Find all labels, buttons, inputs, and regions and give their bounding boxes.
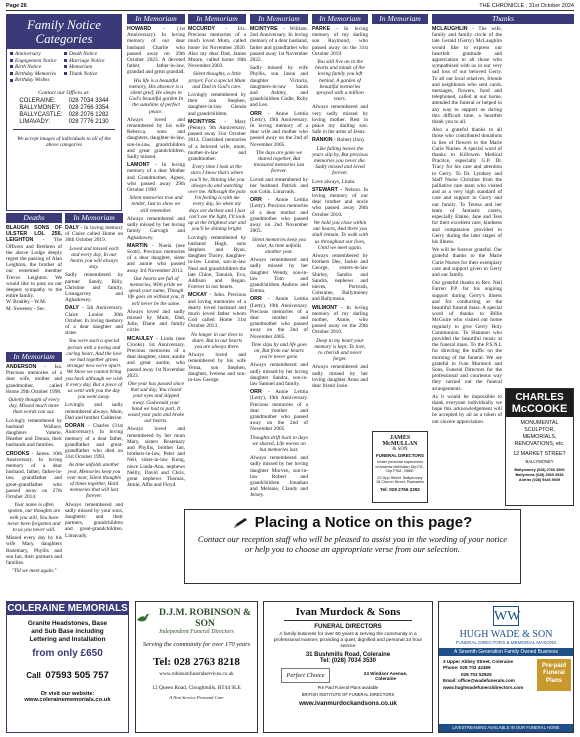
ivan-address: 31 Bushmills Road, Coleraine <box>305 652 391 659</box>
in-memoriam-header-4: In Memoriam <box>188 14 246 24</box>
notice-paragraph: Always remembered and sadly missed by her loving daughter Anna and dear friend Josie. <box>312 364 368 389</box>
notice-paragraph: Sadly missed by wife Phyllis, son Jason and daughter Victoria, daughters-in-law Sarah and Ashley, and grandchildren Codie, Ruby and Leo. <box>250 65 308 109</box>
divider <box>13 129 115 130</box>
notice-paragraph: Loved and missed each and every day, In our hearts you will always stay. <box>69 245 119 271</box>
notice-paragraph: Love always, Linda. <box>312 178 356 185</box>
memoriam-column-3 <box>127 26 185 506</box>
coleraine-line-2: and Sub Base including <box>31 628 104 635</box>
hugh-livestream-banner: LIVESTREAMING AVAILABLE IN OUR FUNERAL HOME <box>439 724 573 732</box>
notice-paragraph: Every time I look at the stars I know that's where you'll be, Shining like you always do and watching over me. Although the pain I'm feeling is with me every day, So when my days are darkest and I just can't see the light, I'll look up at the brightest star and you'll be shining bright. <box>188 164 246 233</box>
office-phone: 028 2076 1282 <box>68 111 109 118</box>
notice-paragraph: MCCURDY - Iris. Precious memories of a much loved Mum, called home 1st November 2020. Also my dear Dad, James Moore, called home 18th November 2003. <box>188 26 246 70</box>
hugh-address: 3 Upper Abbey Street, Coleraine <box>443 659 514 664</box>
bullet-icon <box>64 72 67 75</box>
mccooke-name-2: McCOOKE <box>511 403 568 415</box>
notice-paragraph: MCLAUGHLIN - The wife, family and family circle of the late Gerald (Gerry) McLaughlin would like to express our heartfelt gratitude and appreciation to all those who sympathised with us in our very sad loss of our beloved Gerry. To all our local relatives, friends and neighbours who sent cards, messages, flowers, food and telephoned, called at our home, attended the funeral or helped in any way to support us during this difficult time, a heartfelt thank you to all. <box>432 26 502 126</box>
notice-paragraph: We hold you close within our hearts, And there you shall remain. To walk with us throughout our lives, Until we meet again. <box>312 219 368 251</box>
office-phone: 028 2766 3354 <box>68 104 109 111</box>
mcmullan-kind: FUNERAL DIRECTORS <box>376 453 424 458</box>
hugh-title: HUGH WADE & SON <box>459 629 553 640</box>
office-row <box>16 98 111 105</box>
djm-phone: Tel: 028 2763 8218 <box>153 656 240 668</box>
notice-paragraph: Our grateful thanks to Rev. Neil Farren P.P. for his ongoing support during Gerry's illness and for conducting at the beautiful funeral mass. A special word of thanks to Billie McGuire who visited our home regularly to give Gerry Holy Communion. To Shannon who provided the beautiful music at the funeral mass. To the P.S.N.I. for directing the traffic on the morning of the funeral. We are grateful to Ivan Murdock and Sons, Funeral Directors for the professional and courteous way they carried out the funeral arrangements. <box>432 280 502 392</box>
mccooke-line-3: MEMORIALS, <box>522 434 557 440</box>
djm-serving: Serving the community for over 170 years <box>142 641 251 648</box>
notice-paragraph: You were such a special person with a loving and caring heart, And the love we had together grows stronger now we're apart. We know we cannot bring you back although we wish it every day, But a piece of us went with you the day you went away. <box>65 338 123 401</box>
office-phones-table <box>16 98 111 126</box>
mcmullan-phone: Tel: 028 2766 2292 <box>380 486 420 492</box>
mcmullan-address: 22 Hpp Street, Ballymoney <box>377 475 423 480</box>
notice-paragraph: His life is a beautiful memory, His absence is a silent grief, He sleeps in God's beautiful garden In the sunshine of perfect peace. <box>128 77 184 115</box>
bullet-icon <box>10 65 13 68</box>
office-town: COLERAINE: <box>19 97 56 104</box>
notice-paragraph: Always loved and remembered by his wife Rebecca, sons and daughters, daughter-in-law, son-in-law, grandchildren and great grandchildren, Sadly missed. <box>127 116 185 161</box>
ivan-description: A family business for over 60 years & serving the community in a professional manner, providing a quiet, dignified and personal 24 hour service <box>273 632 423 649</box>
notice-paragraph: Deep in my heart your memory is kept, To love, to cherish and never forget. <box>314 337 366 363</box>
family-notice-categories-panel <box>6 14 122 211</box>
mcmullan-funeral-ad <box>372 431 428 503</box>
contact-label: Contact our Offices at: <box>38 89 90 96</box>
coleraine-line-3: Lettering and Installation <box>29 636 106 643</box>
category-item <box>10 64 64 71</box>
category-item <box>64 58 118 65</box>
category-label: Birth Notice <box>15 64 42 71</box>
publication-date: THE CHRONICLE , 31st October 2024 <box>479 3 574 9</box>
mcmullan-sub: & SON <box>392 447 408 452</box>
category-item <box>10 58 64 65</box>
notice-paragraph: WILMONT - In loving memory of my darling mother, Annie, who passed away on the 29th October 2010. <box>312 304 368 336</box>
prepaid-plans-badge <box>537 659 571 691</box>
ivan-second-address: 24 Windsor Avenue, Coleraine <box>363 670 408 681</box>
placing-notice-box <box>184 509 521 584</box>
notice-paragraph: Missed every day by his wife Mary, daughters Rosemary, Phyllis and son Ian, their partners and families. <box>6 535 62 567</box>
notice-paragraph: The days are gone we shared together, But treasured memories last forever. <box>253 149 305 175</box>
office-row <box>16 119 111 126</box>
notice-paragraph: DORAN - Charles (31st Anniversary). In loving memory of a dear father, grandfather and great-grandfather who died on 31st October 1993. <box>65 423 123 461</box>
notice-paragraph: PARKE - In loving memory of my darling son Raymond, who passed away on the 31st October 2019. <box>312 26 368 57</box>
page-header <box>0 0 580 12</box>
coleraine-visit-label: Or visit our website: <box>40 691 95 697</box>
notice-paragraph: As time unfolds another year, Memories keep you ever near, Silent thoughts of times together, Hold memories that will last forever. <box>67 462 121 500</box>
ivan-bifd: BRITISH INSTITUTE OF FUNERAL DIRECTORS <box>301 692 395 698</box>
notice-paragraph: MCINTYRE - Mary (Penny). 9th Anniversary, passed away 31st October 2014. Cherished memories of a beloved wife, mum, mother-in-law and grandmother. <box>188 118 246 163</box>
djm-title: D.J.M. ROBINSON & SON <box>159 607 251 629</box>
mccooke-line-2: SCULPTOR, <box>524 427 555 433</box>
mccooke-memorials-ad <box>505 388 574 506</box>
category-item <box>64 64 118 71</box>
notice-paragraph: DALY - In loving memory of Claire called Home on 30th October 2019. <box>65 225 123 244</box>
notice-paragraph: Lovingly remembered by their son Stephen, daughter-in-law Glenda and grandchildren. <box>188 92 246 117</box>
notice-paragraph: MCKAY - John. Precious and loving memories of a dearly loved husband and much loved father whom God called Home 31st October 2013. <box>188 292 246 330</box>
office-row <box>16 112 111 119</box>
mccooke-banner <box>506 389 573 417</box>
bullet-icon <box>10 79 13 82</box>
hugh-wade-monogram-logo: WW <box>493 606 519 626</box>
coleraine-phone: 07593 505 757 <box>45 670 109 681</box>
category-item <box>10 71 64 78</box>
djm-sub: Independent Funeral Directors <box>159 629 234 635</box>
notice-paragraph: Always remembered and very sadly missed by loving mother. Rest in peace my darling son. Safe in the arms of Jesus. <box>312 104 368 136</box>
memoriam-column-2 <box>65 225 123 539</box>
notice-paragraph: MARTIN - Noeia (nee Scott). Precious memories of a dear daughter, sister and auntie who passed away 3rd November 2013. <box>127 242 185 274</box>
notice-paragraph: You still live on in the hearts and minds of the loving family you left behind, A garden of beautiful memories sprayed with a million tears. <box>315 59 365 103</box>
deaths-header: Deaths <box>6 213 62 223</box>
thanks-column <box>432 26 502 504</box>
bullet-icon <box>64 65 67 68</box>
notice-paragraph: STEWART - Nelson. In loving memory of our dear brother and uncle who passed away 28th October 2010. <box>312 186 368 218</box>
categories-list <box>7 49 121 86</box>
hugh-phone-2: 028 703 52825 <box>461 671 492 677</box>
hugh-website: www.hughwadefuneraldirectors.com <box>443 684 524 690</box>
category-label: Death Notice <box>69 51 98 57</box>
notice-paragraph: Silent memories true and tender, Just to show we still remember. <box>129 195 183 214</box>
notice-paragraph: Always remembered and sadly missed by her daughter Wendy, son-in-law Tom and grandchildren Andrew and Emma. <box>250 257 308 295</box>
in-memoriam-header-1: In Memoriam <box>6 352 62 362</box>
mccooke-name-1: CHARLES <box>515 392 564 403</box>
notice-paragraph: Lovingly remembered by husband Wallace, daughters Valerie, Heather and Donna, their husbands and families. <box>6 417 62 449</box>
hugh-phone: Phone: 028 703 42489 <box>443 665 491 671</box>
notice-paragraph: MCAULEY - Linda (nee Crooks). 1st Anniversary. Precious memories of a dear daughter, sister, auntie and great auntie, who passed away 1st November 2023. <box>127 335 185 379</box>
mccooke-phone-2: Ballymena (028) 2565 3938 <box>515 473 564 477</box>
bullet-icon <box>10 72 13 75</box>
notice-paragraph: DALY - 5th Anniversary. Claire Louise 30th October. In loving memory of a dear daughter and sister. <box>65 305 123 337</box>
mccooke-address: 12 MARKET STREET <box>513 451 566 457</box>
header-rule <box>6 10 574 11</box>
notice-paragraph: Silent memories keep you near, As time unfolds another year. <box>252 236 306 255</box>
coleraine-memorials-ad <box>6 601 129 733</box>
notice-paragraph: Like falling leaves the years slip by, But precious memories you never die. Sadly missed and loved forever. <box>312 145 368 177</box>
category-item <box>64 71 118 78</box>
in-memoriam-header-5: In Memoriam <box>250 14 308 24</box>
deaths-column <box>6 225 62 350</box>
category-label: Marriage Notice <box>69 57 105 64</box>
office-row <box>16 105 111 112</box>
memoriam-column-5 <box>250 26 308 504</box>
ivan-title: Ivan Murdock & Sons <box>295 606 401 618</box>
placing-title: Placing a Notice on this page? <box>254 514 473 531</box>
notice-paragraph: Sadly remembered by partner Sandy, Billy, Christine and family, Lisnagarvey and Aghadowey. <box>65 272 123 304</box>
notice-paragraph: As it would be impossible to thank everyone individually we hope this acknowledgement will be accepted by all as a token of our sincere appreciation. <box>432 393 502 425</box>
pen-icon <box>233 517 249 529</box>
office-town: LIMAVADY: <box>19 118 51 125</box>
notice-paragraph: Quietly thought of every day, Missed much more than words can say. <box>8 397 60 416</box>
notice-paragraph: Always remembered and sadly missed by her loving family Garvagh and Aghadowey. <box>127 215 185 241</box>
in-memoriam-header-2: In Memoriam <box>65 213 123 223</box>
djm-website: www.robinsonfuneralservices.co.uk <box>159 671 234 677</box>
category-item <box>10 77 64 84</box>
bullet-icon <box>64 59 67 62</box>
prepaid-line-1: Pre-paid <box>541 663 566 669</box>
categories-title: Family Notice Categories <box>7 15 121 49</box>
category-label: Memoriam <box>69 64 93 71</box>
ivan-prepaid-note: Pre Paid Funeral Plans available <box>317 685 379 691</box>
djm-address: 12 Queen Road, Cloughmills, BT44 9LE <box>152 685 241 691</box>
page-number: Page 26 <box>6 3 27 9</box>
notice-paragraph: MCINTYRE - William. 2nd Anniversary. In loving memory of a dear husband, father and grandfather who passed away 1st November 2022. <box>250 26 308 64</box>
perfect-choice-logo: Perfect Choice <box>281 668 329 683</box>
notice-paragraph: ANDERSON - Isa. Precious memories of a dear wife, mother and grandmother, called Home 29th October 1998. <box>6 364 62 395</box>
category-label: Thank Notice <box>69 70 98 77</box>
mccooke-line-1: MONUMENTAL <box>520 420 559 426</box>
notice-paragraph: Lovingly and sadly remembered always, Mum, Dad and brother Calderine. <box>65 402 123 421</box>
memoriam-column-4 <box>188 26 246 504</box>
hugh-banner: A Seventh Generation Family Owned Business <box>439 648 573 656</box>
hugh-sub: FUNERAL DIRECTORS & MEMORIAL MASONS <box>455 640 557 645</box>
category-item <box>10 51 64 58</box>
category-label: Anniversary <box>15 51 41 57</box>
bullet-icon <box>64 52 67 55</box>
dove-icon <box>136 611 150 625</box>
ivan-kind: FUNERAL DIRECTORS <box>314 623 382 630</box>
placing-description: Contact our reception staff who will be pleased to assist you in the wording of your notice or help you to choose an appropriate verse from our selection. <box>197 534 508 554</box>
notice-paragraph: ORR - Annie Letitia (Letty). Precious memories of a dear mother and grandmother who passed away on 2nd November 2005. <box>250 197 308 235</box>
ivan-murdock-ad <box>263 601 433 733</box>
mccooke-town: BALLYMONEY <box>525 459 554 464</box>
office-town: BALLYCASTLE: <box>19 111 63 118</box>
djm-robinson-ad <box>135 601 258 733</box>
ivan-website: www.ivanmurdockandsons.co.uk <box>299 700 397 708</box>
category-item <box>64 77 118 84</box>
bullet-icon <box>10 52 13 55</box>
in-memoriam-header-3: In Memoriam <box>127 14 185 24</box>
notice-paragraph: "Till we meet again." <box>11 568 57 575</box>
category-label: Birthday Memories <box>15 70 57 77</box>
category-item <box>64 51 118 58</box>
hugh-email: Email: office@wadefunerals.com <box>443 678 515 684</box>
bullet-icon <box>10 59 13 62</box>
notice-paragraph: Time slips by and life goes on, But from our hearts you're never gone. <box>250 341 308 361</box>
notice-paragraph: Always loved and sadly missed by Mum, Dad, Julie, Diane and family circle. <box>127 308 185 334</box>
mcmullan-text: Under personal supervision of Andrew McMullan Dip.FD., Dip.FSM., MBIE <box>375 460 425 474</box>
notice-paragraph: Always loved and remembered by her mum Mary, sisters Rosemary and Phyllis, brother Ian, brothers-in-law, Peter and Neil, sister-in-law Kung, niece Linda-Ann, nephews Neilly, David and Chris, great nephews Thomas, Jamie, Alfie and Floyd. <box>127 426 185 489</box>
hugh-wade-ad <box>438 601 574 733</box>
office-phone: 028 7034 3344 <box>68 97 109 104</box>
prepaid-line-2: Funeral <box>543 670 565 677</box>
images-accepted-note: We accept images of individuals to all of the above categories <box>17 135 111 148</box>
notice-paragraph: Always remembered and sadly missed by her loving daughter Sandra, son-in-law Samuel and family. <box>250 362 308 387</box>
ivan-phone: Tel: (028) 7034 3530 <box>320 658 376 665</box>
in-memoriam-header-7: In Memoriam <box>372 14 428 24</box>
memoriam-column-1 <box>6 364 62 575</box>
notice-paragraph: Also a grateful thanks to all those who contributed donations in lieu of flowers to the Marie Curie Nurses. A special word of thanks to Killowen Medical Practice, especially G.P. Dr. Tracy for his care and attention to Gerry. To Dr. Lyndsey and Staff Nurse Christine from the palliative care team who visited and at a very high standard of care and support to Gerry and our family. To Teresa and her team of fantastic carers, especially Elaine, Jane and Tess for their excellent care, kindness and compassion provided to Gerry during the later stages of his illness. <box>432 127 502 245</box>
notice-paragraph: No longer in our lives to share, But in our hearts you are always there. <box>191 331 243 350</box>
prepaid-line-3: Plans <box>545 677 562 684</box>
mcmullan-address-2: 18 Church Street, Rasharkin <box>376 480 424 485</box>
category-label: Birthday Wishes <box>15 77 50 84</box>
notice-paragraph: Lovingly remembered by husband Hugh, sons Stephen and Ryan, daughter Tracey, daughter-in-law Louise, son-in-law Neal and grandchildren the late Chloe, Tanuish, Eva, Addison and Regan. Forever in our hearts. <box>188 234 246 291</box>
notice-paragraph: BLAUGH SONS OF ULSTER LOL 256, LEIGHTON - The Officers and Brethren of the above Lodge deeply regret the passing of Alan Leighton, the brother of our esteemed member Trevor Leighton. We would like to pass on our deepest sympathy to the entire family. W. Bradley - W.M. M. Sweeney - Sec. <box>6 225 62 312</box>
notice-paragraph: Always remembered by brothers Des, Jackie and George, sisters-in-law Shirley, Sandra and Sandra, nephews and nieces, Portrush, Coleraine, Ballymoney and Ballymena. <box>312 252 368 303</box>
category-label: Engagement Notice <box>15 57 57 64</box>
notice-paragraph: Silent thoughts, a little prayer, For a special Mum and Dad in God's care. <box>188 71 246 90</box>
notice-paragraph: ORR - Annie Letitia (Letty), 19th Anniversary. In loving memory of a dear wife and mother who passed away on the 2nd of November 2005. <box>250 110 308 148</box>
notice-paragraph: One year has passed since that sad day, You closed your eyes and slipped away. Godwould your hand we had to part, It eased your pain and broke our hearts. <box>127 380 185 425</box>
notice-paragraph: Thoughts drift back to days we shared, Life moves on but memories last. <box>250 434 308 453</box>
notice-paragraph: Our hearts are full of memories, With pride we speak your name, Though life goes on without you, It will never be the same. <box>127 275 185 307</box>
office-phone: 028 7776 2130 <box>68 118 109 125</box>
djm-note: A Non Service Personal Care <box>169 695 224 700</box>
notice-paragraph: ORR - Annie Letitia (Letty), 19th Anniversary. Precious memories of a dear mother and grandmother who passed away on the 2nd of November 2005. <box>250 296 308 340</box>
coleraine-call-label: Call <box>26 671 41 680</box>
notice-paragraph: Always remembered and sadly missed by your sons, daughters and their partners, grandchildren and great-grandchildren. Limavady. <box>65 501 123 539</box>
notice-paragraph: RANKIN - Robert (Jon). <box>312 137 365 144</box>
notice-paragraph: CROOKS - James. 10th Anniversary. In loving memory of a dear husband, father, father-in-law, grandfather and great-grandfather who passed away on 27th October 2014. <box>6 450 62 501</box>
notice-paragraph: Always loved and remembered by his wife Verna, son Stephen, daughter, Iverene and son-in-law George. <box>188 352 246 383</box>
thanks-header: Thanks <box>432 14 574 24</box>
notice-paragraph: LAMONT - In loving memory of a dear Mother and Grandmother, Agnes, who passed away 29th October 1990. <box>127 162 185 194</box>
in-memoriam-header-6: In Memoriam <box>312 14 368 24</box>
mccooke-line-4: RENOVATIONS, etc. <box>514 441 565 447</box>
notice-paragraph: Your name is often spoken, our thoughts are with you still, You have never been forgotten and to us you never will. <box>7 502 61 534</box>
coleraine-price: from only £650 <box>32 648 103 659</box>
memoriam-column-6 <box>312 26 368 504</box>
coleraine-website: www.colerainememorials.co.uk <box>24 697 111 703</box>
notice-paragraph: Loved and remembered by her husband Patrick and son Colin. Limavady. <box>250 176 308 196</box>
notice-paragraph: Always remembered and sadly missed by her loving daughter Morven, son-in-law Robert and grandchildren Jonathan and Melanie, Claudy and Jersey. <box>250 455 308 499</box>
mccooke-phone-1: Ballymoney (028) 2766 3506 <box>514 468 565 472</box>
mccooke-phone-3: Antrim (028) 9446 8939 <box>518 478 561 482</box>
notice-paragraph: HOWARD - (1st Anniversary). In loving memory of our dear husband Charlie who passed away on 29th October 2023. A devoted father, father-in-law, grandad and great grandad. <box>127 26 185 76</box>
office-town: BALLYMONEY: <box>19 104 61 111</box>
coleraine-line-1: Granite Headstones, Base <box>27 620 108 627</box>
mcmullan-title: JAMES McMULLAN <box>382 435 418 447</box>
notice-paragraph: We will be forever grateful. Our grateful thanks to the Marie Curie Nurses for their exemplary care and support given to Gerry and our family. <box>432 247 503 278</box>
coleraine-title: COLERAINE MEMORIALS <box>7 603 128 614</box>
notice-paragraph: ORR - Annie Letitia (Letty), 19th Anniversary. Precious memories of a dear mother and grandmother who passed away on the 2nd of November 2005. <box>250 389 308 433</box>
